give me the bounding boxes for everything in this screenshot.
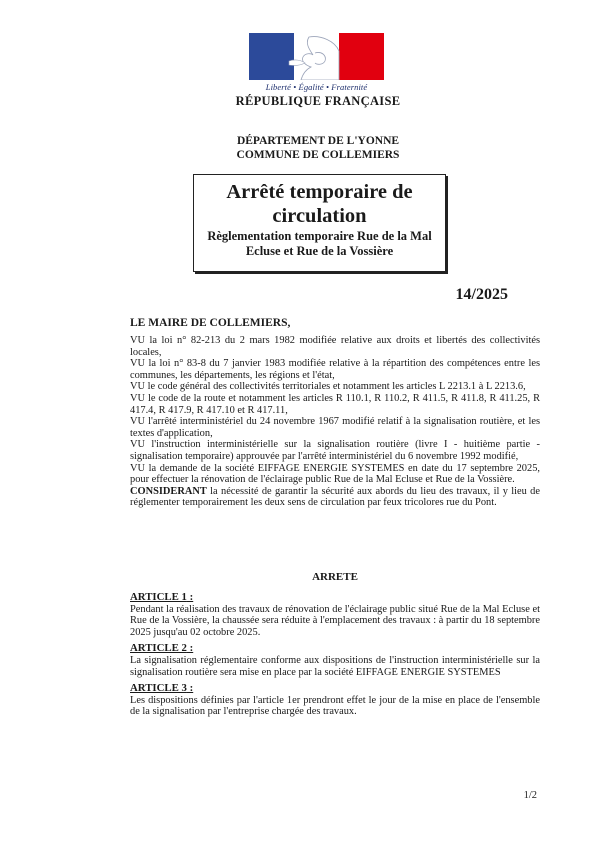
considerant-keyword: CONSIDERANT [130,485,207,497]
commune-name: COMMUNE DE COLLEMIERS [236,149,400,161]
article-heading-label: ARTICLE 1 [130,591,187,603]
article-text: Pendant la réalisation des travaux de rénovation de l'éclairage public situé Rue de la Mal Ecluse et Rue de la Vossière, la chaussée sera réduite à l'emplacement des travaux : à partir du 18 septembre 2025 jusqu'au 02 octobre 2025. [130,603,540,638]
title-sub-line-2: Ecluse et Rue de la Vossière [245,244,394,258]
consideration-item: VU la loi n° 82-213 du 2 mars 1982 modifiée relative aux droits et libertés des collectivités locales, [130,335,540,358]
article-heading-label: ARTICLE 3 [130,682,187,695]
article-heading-label: ARTICLE 2 [130,642,187,655]
marianne-logo [249,33,384,92]
articles [130,592,540,723]
consideration-item: VU la loi n° 83-8 du 7 janvier 1983 modifiée relative à la répartition des compétences entre les communes, les départements, les régions et l'état, [130,358,540,381]
considerations [130,335,540,509]
consideration-item: VU la demande de la société EIFFAGE ENERGIE SYSTEMES en date du 17 septembre 2025, pour effectuer la rénovation de l'éclairage public Rue de la Mal Ecluse et Rue de la Vossière. [130,462,540,486]
page-number: 1/2 [523,790,537,801]
article-heading: ARTICLE 2 : [130,642,194,655]
considerant-paragraph [130,486,540,509]
title-main-line-2: circulation [272,205,367,227]
consideration-item: VU le code général des collectivités territoriales et notamment les articles L 2213.1 à L 2213.6, [130,381,526,393]
title-main-line-1: Arrêté temporaire de [226,181,413,203]
title-subtitle [194,229,445,259]
motto: Liberté • Égalité • Fraternité [265,82,368,92]
mayor-heading: LE MAIRE DE COLLEMIERS, [130,317,291,329]
consideration-item: VU l'arrêté interministériel du 24 novembre 1967 modifié relatif à la signalisation routière, et les textes d'application, [130,416,540,439]
title-sub-line-1: Règlementation temporaire Rue de la Mal [207,229,432,243]
republic-name: RÉPUBLIQUE FRANÇAISE [235,94,401,108]
consideration-item: VU le code de la route et notamment les articles R 110.1, R 110.2, R 411.5, R 411.8, R 411.25, R 417.4, R 417.9, R 417.10 et R 417.11, [130,392,540,416]
article-text: La signalisation réglementaire conforme aux dispositions de l'instruction interministérielle sur la signalisation routière sera mise en place par la société EIFFAGE ENERGIE SYSTEMES [130,654,540,678]
article-text: Les dispositions définies par l'article 1er prendront effet le jour de la mise en place de l'ensemble de la signalisation par l'entreprise chargée des travaux. [130,694,540,718]
article-heading: ARTICLE 3 : [130,682,194,695]
department-block [200,134,436,162]
consideration-item: VU l'instruction interministérielle sur la signalisation routière (livre I - huitième partie - signalisation temporaire) approuvée par l'arrêté interministériel du 6 novembre 1992 modifié, [130,439,540,462]
article-heading: ARTICLE 1 : [130,591,194,603]
title-box [193,174,446,272]
department-name: DÉPARTEMENT DE L'YONNE [236,135,400,147]
arrete-heading: ARRETE [312,571,358,583]
considerant-text: la nécessité de garantir la sécurité aux abords du lieu des travaux, il y lieu de réglementer temporairement les deux sens de circulation par feux tricolores rue du Pont. [130,485,540,509]
marianne-flag-icon [249,33,384,80]
title-main [194,180,445,228]
arrete-number: 14/2025 [455,286,508,303]
